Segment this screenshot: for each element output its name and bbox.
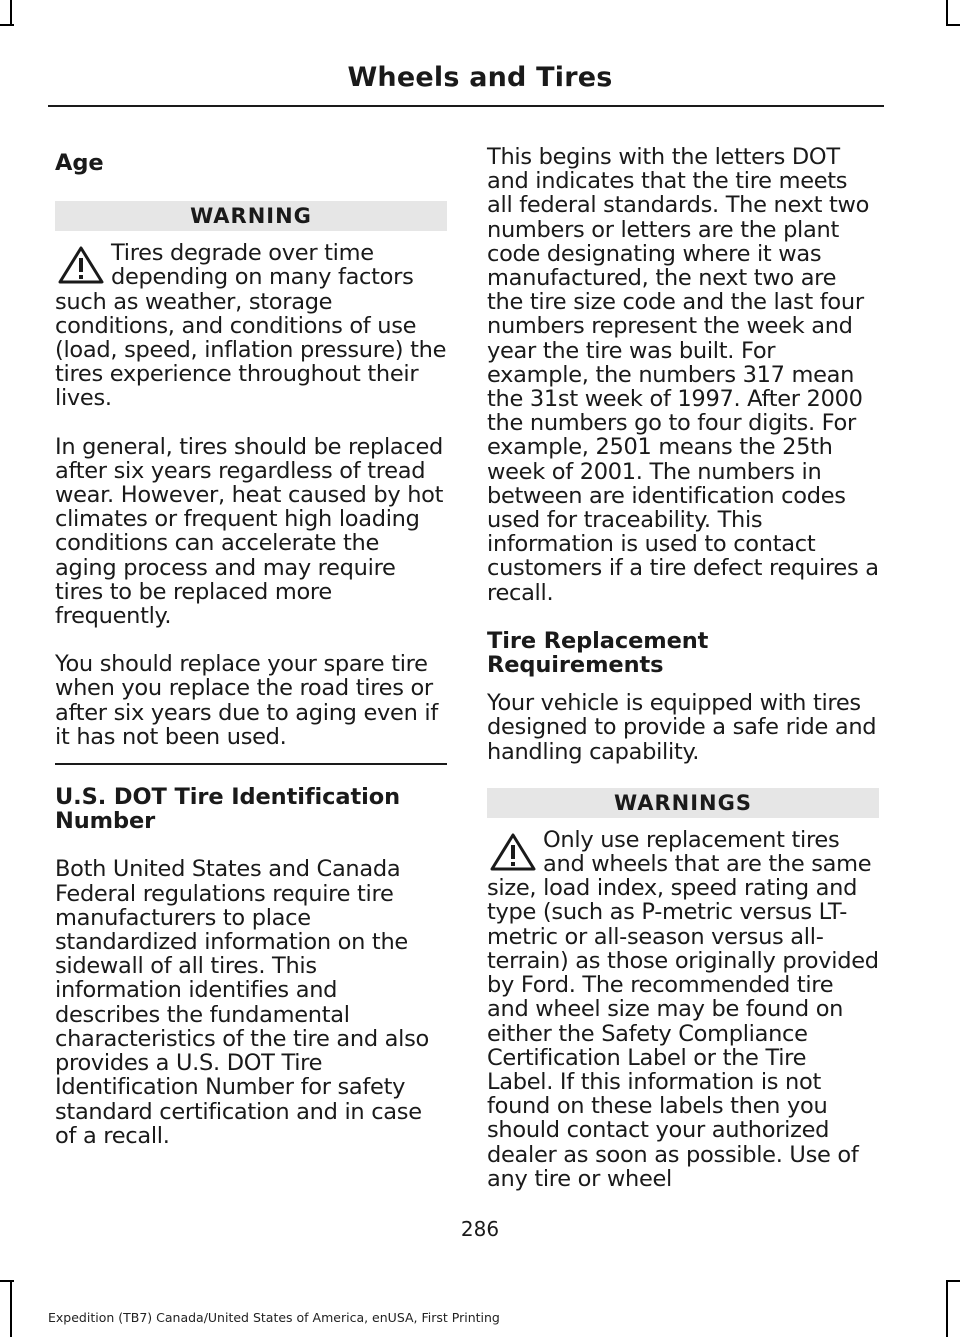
warning-label: WARNING	[55, 201, 447, 231]
paragraph: You should replace your spare tire when you replace the road tires or after six years due to aging even if it has not been used.	[55, 651, 438, 750]
paragraph: This begins with the letters DOT and indicates that the tire meets all federal standards. The next two numbers or letters are the plant code designating where it was manufactured, the next two are the tire size code and the last four numbers represent the week and year the tire was built. For example, the numbers 317 mean the 31st week of 1997. After 2000 the numbers go to four digits. For example, 2501 means the 25th week of 2001. The numbers in between are identification codes used for traceability. This information is used to contact customers if a tire defect requires a recall.	[487, 144, 879, 606]
age-heading: Age	[55, 150, 104, 176]
crop-mark	[10, 0, 12, 26]
crop-mark	[946, 0, 948, 26]
right-column	[487, 145, 879, 1215]
crop-mark	[946, 24, 960, 26]
dot-heading: U.S. DOT Tire Identification Number	[55, 784, 401, 835]
crop-mark	[10, 1280, 12, 1337]
warning-text	[487, 828, 879, 1191]
page-number: 286	[460, 1217, 500, 1241]
crop-mark	[946, 1280, 960, 1282]
warning-triangle-icon	[489, 832, 537, 872]
crop-mark	[946, 1280, 948, 1337]
warning-body: Only use replacement tires and wheels that are the same size, load index, speed rating and type (such as P-metric versus LT-metric or all-season versus all-terrain) as those originally provided by Ford. The recommended tire and wheel size may be found on either the Safety Compliance Certification Label or the Tire Label. If this information is not found on these labels then you should contact your authorized dealer as soon as possible. Use of any tire or wheel	[487, 826, 879, 1192]
crop-mark	[0, 24, 14, 26]
paragraph: Both United States and Canada Federal regulations require tire manufacturers to place standardized information on the sidewall of all tires. This information identifies and describes the fundamental characteristics of the tire and also provides a U.S. DOT Tire Identification Number for safety standard certification and in case of a recall.	[55, 856, 429, 1149]
crop-mark	[0, 1280, 14, 1282]
paragraph: Your vehicle is equipped with tires designed to provide a safe ride and handling capability.	[487, 690, 877, 765]
page-header-title: Wheels and Tires	[347, 62, 613, 93]
section-divider	[55, 763, 447, 765]
paragraph: In general, tires should be replaced after six years regardless of tread wear. However, heat caused by hot climates or frequent high loading conditions can accelerate the aging process and may require tires to be replaced more frequently.	[55, 433, 444, 630]
left-column	[55, 145, 447, 1172]
warning-text	[55, 241, 447, 410]
footer-text: Expedition (TB7) Canada/United States of America, enUSA, First Printing	[48, 1310, 500, 1325]
replacement-heading: Tire Replacement Requirements	[487, 627, 709, 679]
warning-triangle-icon	[57, 245, 105, 285]
warning-body: Tires degrade over time depending on many factors such as weather, storage conditions, and conditions of use (load, speed, inflation pressure) the tires experience throughout their lives.	[55, 240, 447, 412]
warnings-label: WARNINGS	[487, 788, 879, 818]
header-rule	[48, 105, 884, 107]
